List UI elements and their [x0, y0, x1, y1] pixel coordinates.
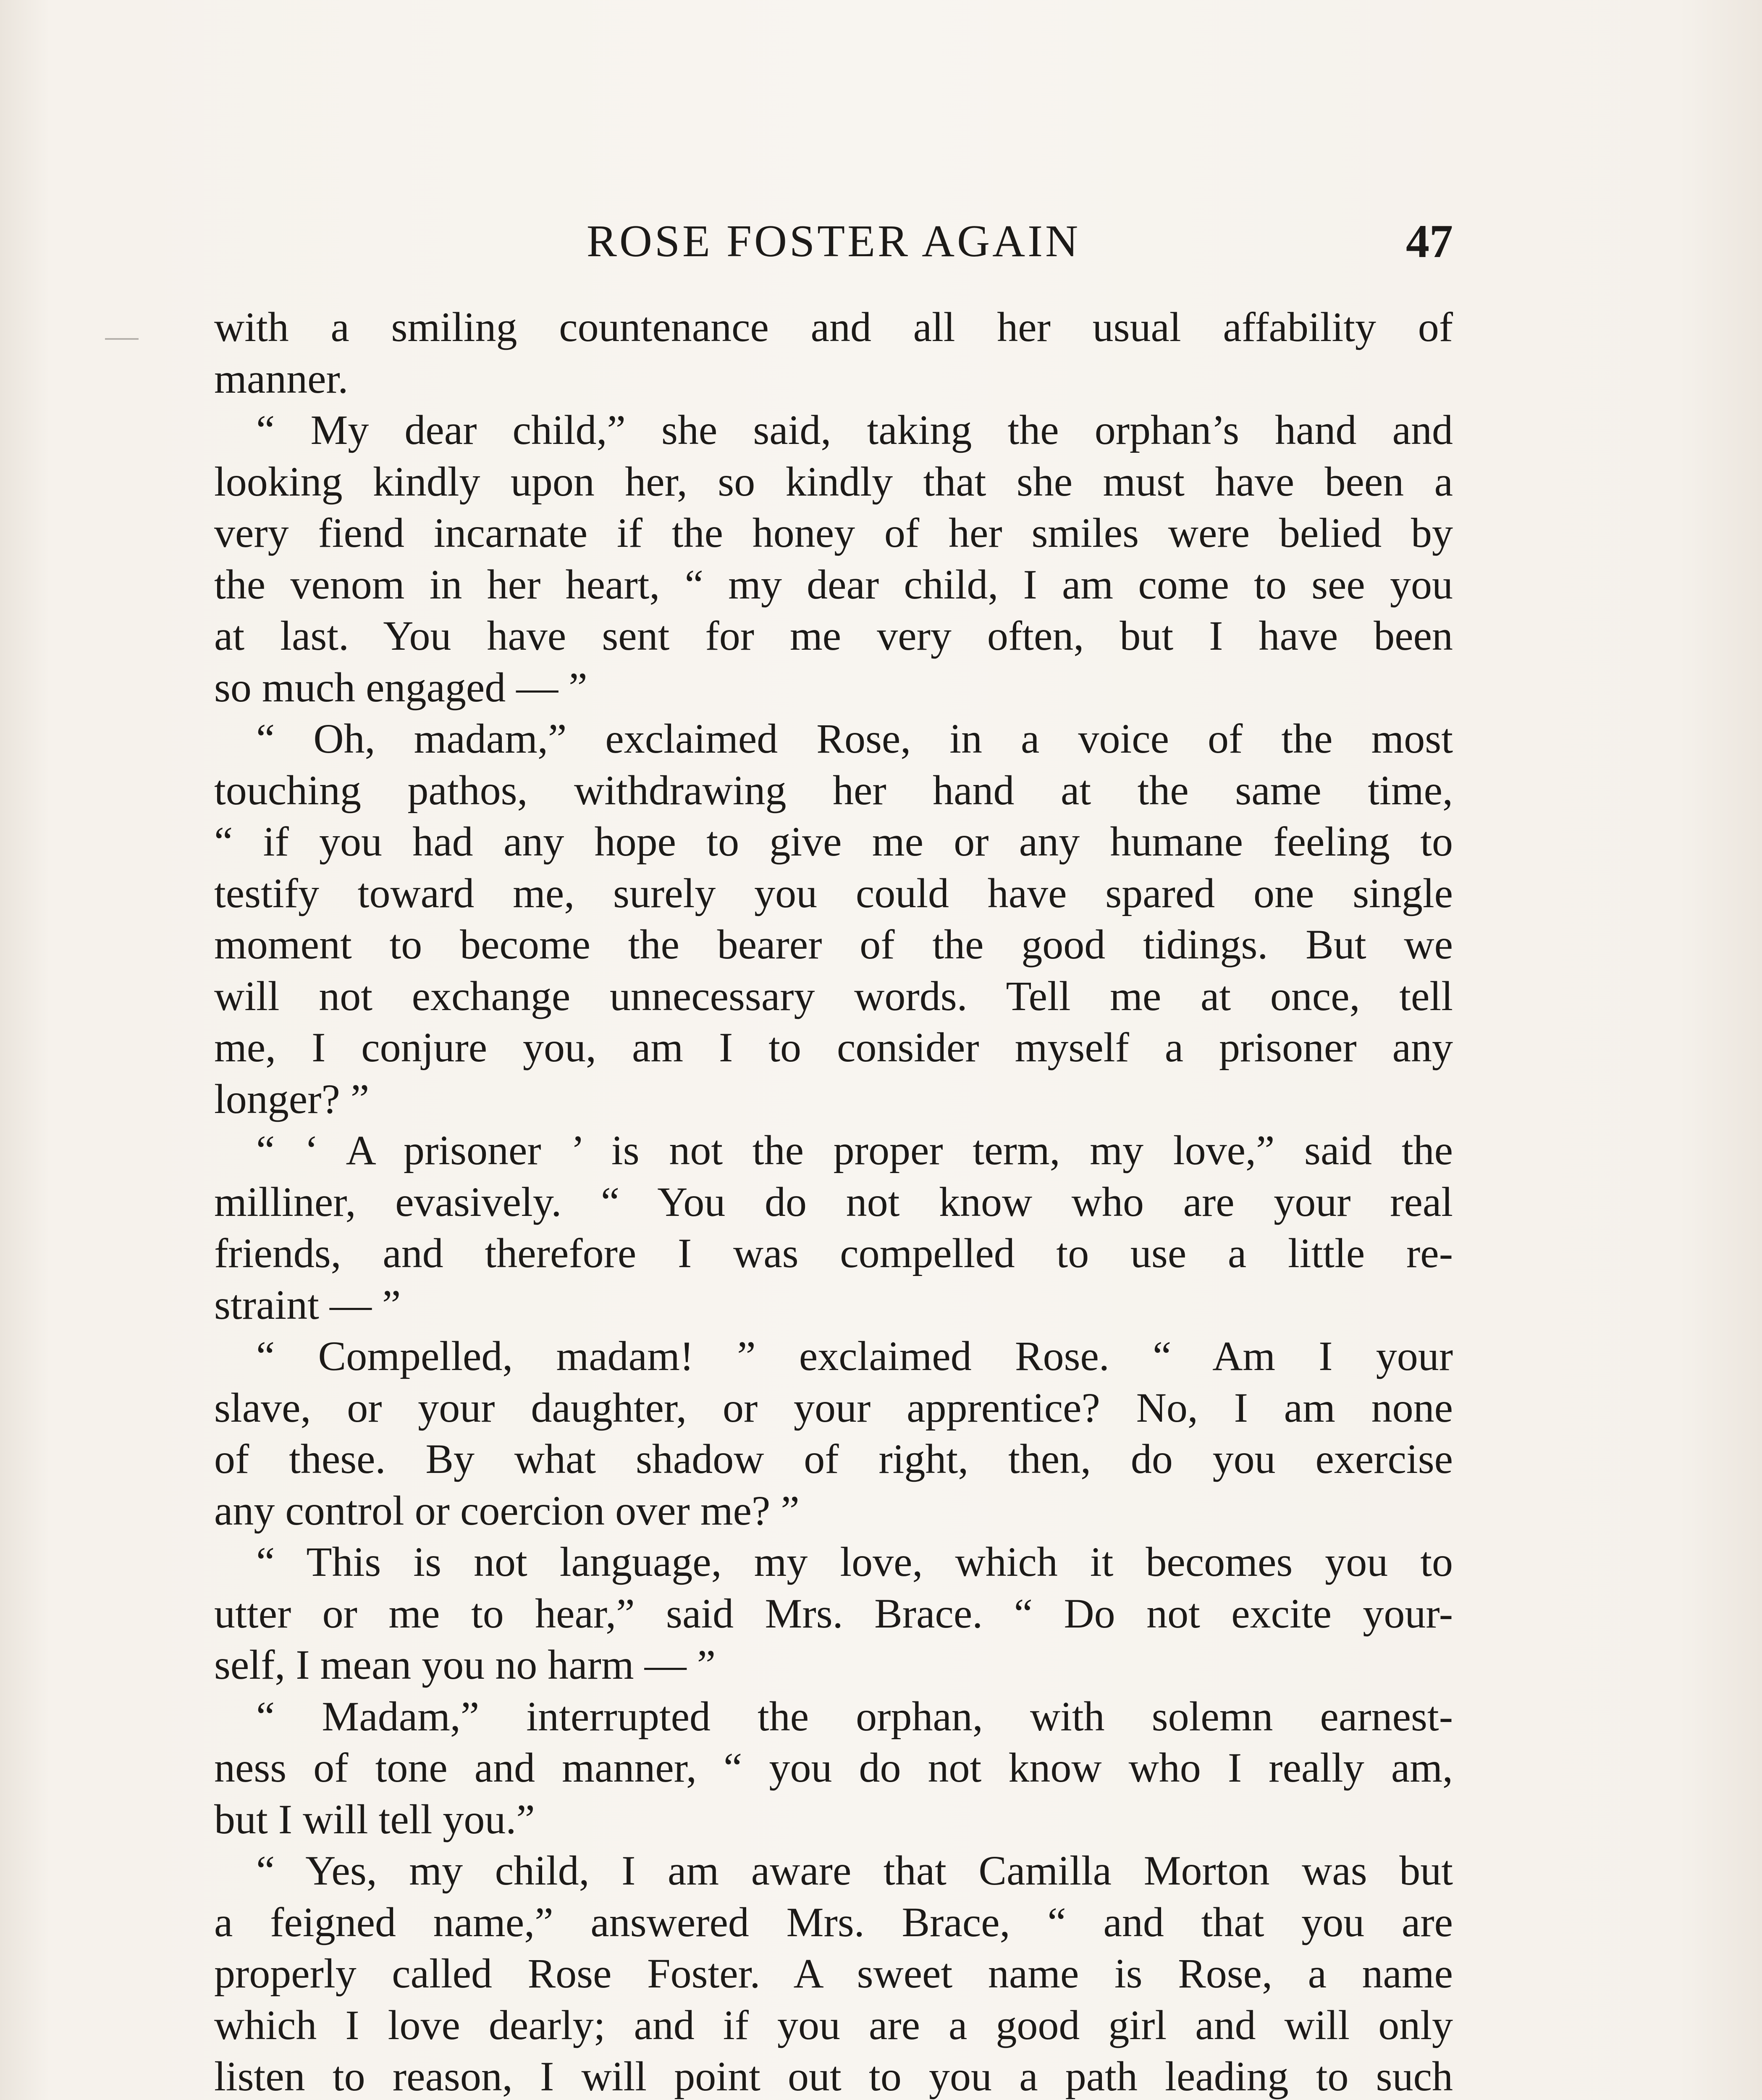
text-line: looking kindly upon her, so kindly that she must have been a	[214, 458, 1453, 505]
text-line: slave, or your daughter, or your apprentice? No, I am none	[214, 1384, 1453, 1431]
text-line: the venom in her heart, “ my dear child, I am come to see you	[214, 561, 1453, 608]
text-line: of these. By what shadow of right, then, do you exercise	[214, 1436, 1453, 1482]
text-line: properly called Rose Foster. A sweet name is Rose, a name	[214, 1950, 1453, 1997]
text-line: “ Compelled, madam! ” exclaimed Rose. “ Am I your	[256, 1333, 1453, 1379]
text-line: “ Madam,” interrupted the orphan, with solemn earnest-	[256, 1693, 1453, 1740]
text-line: straint — ”	[214, 1281, 401, 1328]
text-line: friends, and therefore I was compelled to use a little re-	[214, 1230, 1453, 1276]
text-line: “ ‘ A prisoner ’ is not the proper term, my love,” said the	[256, 1127, 1453, 1173]
text-line: ness of tone and manner, “ you do not know who I really am,	[214, 1744, 1453, 1791]
text-line: with a smiling countenance and all her usual affability of	[214, 304, 1453, 350]
text-line: milliner, evasively. “ You do not know who are your real	[214, 1178, 1453, 1225]
text-line: at last. You have sent for me very often, but I have been	[214, 612, 1453, 659]
text-line: very fiend incarnate if the honey of her smiles were belied by	[214, 509, 1453, 556]
text-line: manner.	[214, 355, 349, 402]
page-number: 47	[1406, 215, 1453, 268]
text-line: any control or coercion over me? ”	[214, 1487, 800, 1534]
text-line: “ This is not language, my love, which it becomes you to	[256, 1538, 1453, 1585]
text-line: a feigned name,” answered Mrs. Brace, “ and that you are	[214, 1898, 1453, 1945]
text-line: me, I conjure you, am I to consider myself a prisoner any	[214, 1024, 1453, 1071]
left-margin-mark	[105, 338, 139, 340]
text-line: “ Oh, madam,” exclaimed Rose, in a voice of the most	[256, 715, 1453, 762]
running-header	[214, 210, 1453, 273]
text-line: “ My dear child,” she said, taking the orphan’s hand and	[256, 407, 1453, 453]
text-line: moment to become the bearer of the good tidings. But we	[214, 921, 1453, 968]
text-line: which I love dearly; and if you are a good girl and will only	[214, 2001, 1453, 2048]
text-line: but I will tell you.”	[214, 1796, 535, 1843]
text-line: longer? ”	[214, 1075, 370, 1122]
text-line: touching pathos, withdrawing her hand at the same time,	[214, 766, 1453, 814]
text-line: testify toward me, surely you could have spared one single	[214, 869, 1453, 916]
text-line: will not exchange unnecessary words. Tell me at once, tell	[214, 972, 1453, 1019]
body-text	[214, 302, 1453, 2100]
text-line: self, I mean you no harm — ”	[214, 1641, 716, 1688]
text-line: listen to reason, I will point out to you a path leading to such	[214, 2053, 1453, 2100]
text-line: “ Yes, my child, I am aware that Camilla Morton was but	[256, 1847, 1453, 1894]
chapter-title: ROSE FOSTER AGAIN	[586, 216, 1081, 266]
text-line: “ if you had any hope to give me or any humane feeling to	[214, 818, 1453, 865]
text-line: utter or me to hear,” said Mrs. Brace. “ Do not excite your-	[214, 1590, 1453, 1637]
text-line: so much engaged — ”	[214, 664, 587, 711]
